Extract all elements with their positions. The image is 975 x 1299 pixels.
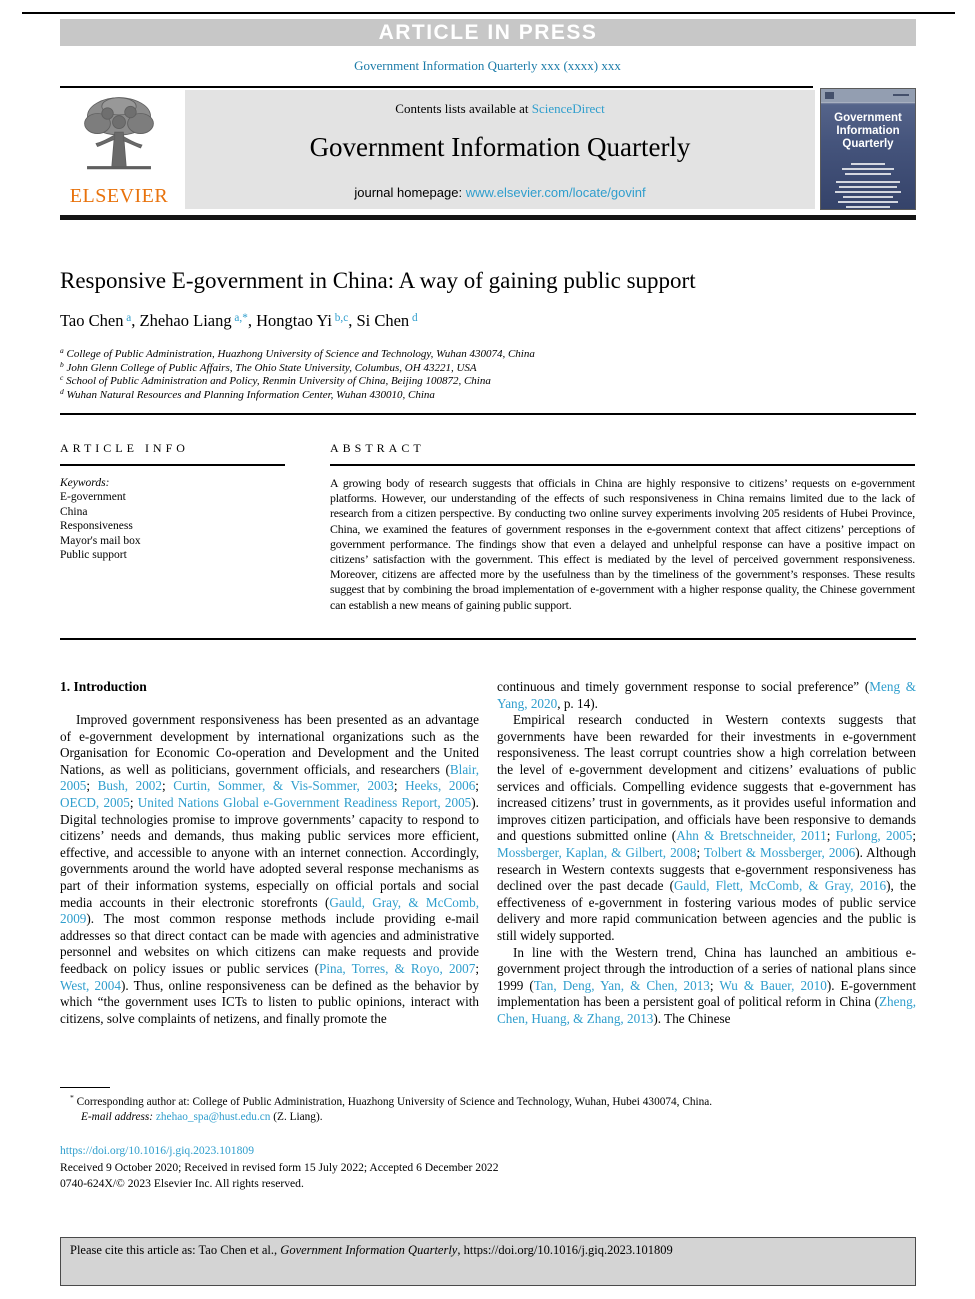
abstract-text: A growing body of research suggests that officials in China are highly responsive to citizens’ requests on e-government platforms. However, our understanding of the effects of such responsiveness in China remains limited due to the lack of research from a citizen perspective. By conducting two online survey experiments involving 205 residents of Hubei Province, China, we examined the features of government responses in the e-government context that affect citizens’ perceptions of government performance. The findings show that even a delayed and unhelpful response can have a positive impact on citizens’ satisfaction with the government. This effect is mediated by the level of perceived government responsiveness. Moreover, citizens are affected more by the usefulness than by the timeliness of the government’s responses. These results suggest that by combining the broad implementation of e-government with a higher response quality, the Chinese government can establish a new means of gaining public support. [330,476,915,612]
text-run: Improved government responsiveness has been presented as an advantage of e-government development by international organizations such as the Organisation for Economic Co-operation and Development and the United Nations, as well as politicians, government officials, and researchers ( [60,712,479,777]
article-info-column [60,441,285,562]
keyword-item: China [60,505,88,518]
please-cite-bar [60,1237,916,1286]
publication-info [60,1143,916,1193]
text-run: In line with the Western trend, China has launched an ambitious e-government project through the introduction of a series of national plans since 1999 ( [497,944,916,993]
masthead-panel [185,90,815,209]
inline-link[interactable]: Mossberger, Kaplan, & Gilbert, 2008 [497,844,697,860]
article-title: Responsive E-government in China: A way of gaining public support [60,268,696,293]
inline-link[interactable]: a,* [231,312,248,324]
keywords-label: Keywords: [60,477,110,489]
inline-link[interactable]: Bush, 2002 [97,778,162,794]
keywords-list [60,490,285,562]
body-paragraph [497,712,916,944]
text-run: ). The Chinese [653,1010,731,1026]
text-run: ). E-government implementation has been a persistent goal of political reform in China ( [497,977,916,1010]
keyword-item: Public support [60,549,127,562]
text-run: ; [475,960,479,976]
article-info-underline [60,464,285,466]
journal-homepage-line [185,185,815,200]
cover-fineprint [821,163,915,208]
masthead-bottom-rule [60,215,916,220]
inline-link[interactable]: www.elsevier.com/locate/govinf [465,185,646,200]
text-run: * [70,1093,74,1102]
text-run: , [131,311,140,330]
elsevier-tree-icon [76,92,162,178]
running-head-journal-line: Government Information Quarterly xxx (xxxx) xxx [354,58,621,73]
inline-link[interactable]: Pina, Torres, & Royo, 2007 [318,960,476,976]
text-run: , https://doi.org/10.1016/j.giq.2023.101809 [457,1243,673,1257]
text-run: ; [393,778,406,794]
text-run: ), the effectiveness of e-government in fostering various modes of public service delivery and more rapid communication between agencies and the public is still widely supported. [497,878,916,943]
text-run: , p. 14). [557,695,598,711]
affiliations [60,348,916,402]
text-run: ; [826,828,836,844]
info-section-bottom-rule [60,638,916,640]
keyword-item: Mayor's mail box [60,534,141,547]
body-paragraph [497,679,916,712]
inline-link[interactable]: Ahn & Bretschneider, 2011 [676,828,827,844]
text-run: ; [129,794,138,810]
inline-link[interactable]: Gauld, Flett, McComb, & Gray, 2016 [673,878,887,894]
cover-journal-title: Government Information Quarterly [834,112,902,150]
text-run: ). Thus, online responsiveness can be defined as the behavior by which “the government uses ICTs to listen to public opinions, interact with citizens, solve complaints of netizens, and finally promote the [60,977,479,1026]
text-run: Wuhan Natural Resources and Planning Information Center, Wuhan 430010, China [63,388,435,401]
inline-link[interactable]: Gauld, Gray, & McComb, 2009 [60,894,480,927]
abstract-column [330,441,915,613]
text-run: Corresponding author at: College of Public Administration, Huazhong University of Science and Technology, Wuhan, Hubei 430074, China. [73,1096,713,1108]
inline-link[interactable]: West, 2004 [60,977,121,993]
text-run: Zhehao Liang [139,311,232,330]
text-run: ; [709,977,720,993]
text-run: School of Public Administration and Policy, Renmin University of China, Beijing 100872, China [63,375,491,387]
keyword-item: E-government [60,491,126,504]
affiliation-line [60,375,916,389]
body-paragraph [497,945,916,1028]
masthead-top-rule [60,86,813,88]
abstract-underline [330,464,915,466]
text-run: ). Although research in Western contexts suggests that e-government responsiveness has declined over the past decade ( [497,844,916,894]
author-line [60,311,916,331]
top-divider [22,12,955,14]
text-run: Government Information Quarterly [280,1243,458,1257]
footnote-block [60,1087,916,1125]
text-run: ; [696,844,704,860]
copyright-line: 0740-624X/© 2023 Elsevier Inc. All rights reserved. [60,1177,304,1190]
section-heading-introduction: 1. Introduction [60,679,147,694]
affiliation-line [60,386,916,403]
text-run: Tao Chen [60,311,124,330]
text-run: ). The most common response methods include providing e-mail addresses so that direct contact can be made with agencies and administrative personnel and websites on which citizens can make requests and provide feedback on policy issues or public services ( [60,911,479,976]
inline-link[interactable]: Zheng, Chen, Huang, & Zhang, 2013 [497,994,916,1026]
body-left-column [60,679,479,1027]
contents-lists-line [185,101,815,117]
inline-link[interactable]: Tan, Deng, Yan, & Chen, 2013 [533,977,710,993]
text-run: ). Digital technologies promise to improve governments’ capacity to respond to citizens’ needs and demands, thus making public services more efficient, effective, and accessible to anyone with an internet connection. Accordingly, governments around the world have adopted several response mechanisms as part of their information systems, especially on official portals and social media accounts in their electronic storefronts ( [60,794,479,910]
affiliation-line [60,359,916,376]
inline-link[interactable]: OECD, 2005 [60,794,130,810]
text-run: b [60,359,64,369]
text-run: , [348,311,357,330]
text-run: E-mail address: [81,1111,154,1123]
journal-cover-thumbnail [820,88,916,210]
text-run: ; [86,778,98,794]
inline-link[interactable]: d [409,312,418,324]
keyword-item: Responsiveness [60,520,133,533]
text-run: , [247,311,257,330]
inline-link[interactable]: United Nations Global e-Government Readiness Report, 2005 [137,794,472,810]
cover-header-strip [821,89,915,103]
text-run: Si Chen [356,311,410,330]
footnote-divider [60,1087,110,1088]
article-info-heading: ARTICLE INFO [60,441,189,455]
inline-link[interactable]: Curtin, Sommer, & Vis-Sommer, 2003 [173,778,394,794]
received-dates-line: Received 9 October 2020; Received in revised form 15 July 2022; Accepted 6 December 2022 [60,1160,499,1174]
inline-link[interactable]: Heeks, 2006 [405,778,476,794]
text-run: continuous and timely government response to social preference” ( [497,679,870,694]
text-run: (Z. Liang). [270,1111,323,1123]
text-run: Hongtao Yi [256,311,332,330]
keywords-block [60,476,285,562]
doi-link[interactable]: https://doi.org/10.1016/j.giq.2023.101809 [60,1144,254,1157]
text-run: College of Public Administration, Huazhong University of Science and Technology, Wuhan 430074, China [63,348,535,360]
affiliation-line [60,348,916,362]
text-run: c [60,373,64,382]
info-section-top-rule [60,413,916,415]
text-run: Contents lists available at [395,101,532,116]
text-run: a [60,346,64,355]
body-paragraph [60,712,479,1027]
article-in-press-banner: ARTICLE IN PRESS [60,19,916,46]
inline-link[interactable]: b,c [332,312,349,324]
journal-title: Government Information Quarterly [309,132,691,162]
inline-link[interactable]: Furlong, 2005 [835,828,913,844]
cover-issue-mark [893,94,909,96]
text-run: ; [162,778,174,794]
cover-logo-mark [825,92,834,99]
inline-link[interactable]: Tolbert & Mossberger, 2006 [703,844,856,860]
text-run: ; [475,778,479,794]
inline-link[interactable]: ScienceDirect [531,101,605,116]
text-run: journal homepage: [354,185,466,200]
text-run: John Glenn College of Public Affairs, The Ohio State University, Columbus, OH 43221, USA [63,361,477,374]
inline-link[interactable]: a [123,312,132,324]
email-line [60,1110,916,1125]
body-right-column [497,679,916,1027]
corresponding-author-note [60,1095,916,1110]
text-run: Please cite this article as: Tao Chen et al., [70,1243,281,1257]
elsevier-wordmark: ELSEVIER [69,185,169,207]
inline-link[interactable]: zhehao_spa@hust.edu.cn [155,1111,271,1123]
text-run: ; [912,828,917,844]
inline-link[interactable]: Blair, 2005 [60,761,479,794]
inline-link[interactable]: Meng & Yang, 2020 [497,679,916,711]
inline-link[interactable]: Wu & Bauer, 2010 [719,977,827,993]
elsevier-logo [58,92,180,210]
text-run: Empirical research conducted in Western contexts suggests that governments have been rewarded for their investments in e-government responsiveness. The least corrupt countries show a high correlation between the level of e-government development and citizens’ evaluations of public services and officials. Compelling evidence suggests that e-government has increased citizens’ trust in governments, as it provides useful information and improves citizen participation, and officials have been responsive to demands and questions submitted online ( [497,712,916,844]
text-run: d [60,386,64,396]
abstract-heading: ABSTRACT [330,441,425,455]
